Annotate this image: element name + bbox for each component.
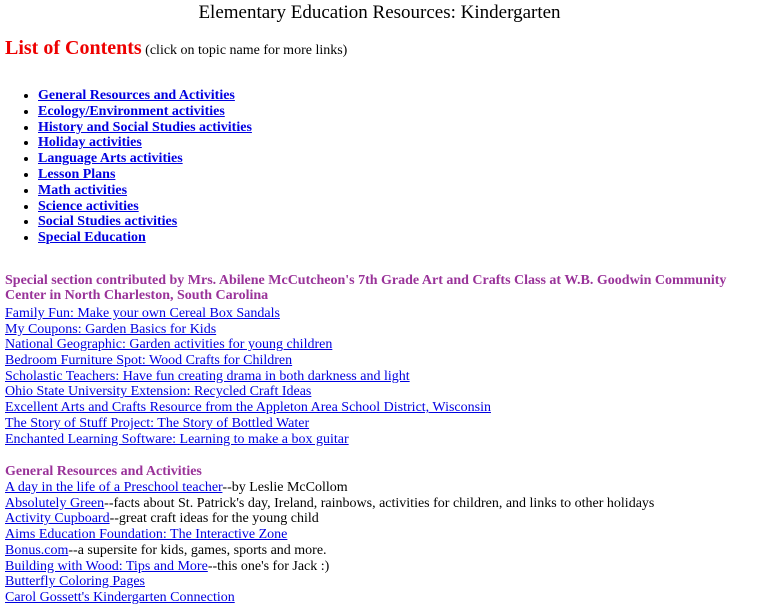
topic-link[interactable]: Lesson Plans — [38, 166, 116, 182]
topic-list-item — [38, 135, 754, 151]
resource-link[interactable]: My Coupons: Garden Basics for Kids — [5, 321, 217, 337]
link-description: --a supersite for kids, games, sports and more. — [68, 542, 327, 558]
topic-list-item — [38, 230, 754, 246]
resource-link[interactable]: Activity Cupboard — [5, 511, 110, 527]
link-row — [5, 384, 754, 400]
resource-link[interactable]: Scholastic Teachers: Have fun creating drama in both darkness and light — [5, 368, 410, 384]
topic-list-item — [38, 151, 754, 167]
topic-link[interactable]: Math activities — [38, 182, 128, 198]
resource-link[interactable]: Family Fun: Make your own Cereal Box Sandals — [5, 305, 280, 321]
resource-link[interactable]: Butterfly Coloring Pages — [5, 574, 145, 590]
link-row — [5, 496, 754, 512]
topic-list — [5, 88, 754, 246]
link-description: --by Leslie McCollom — [222, 480, 348, 495]
topic-link[interactable]: Holiday activities — [38, 135, 142, 151]
topic-link[interactable]: Science activities — [38, 198, 139, 214]
resource-link[interactable]: A day in the life of a Preschool teacher — [5, 480, 223, 495]
resource-link[interactable]: Excellent Arts and Crafts Resource from the Appleton Area School District, Wisconsin — [5, 400, 491, 416]
resource-link[interactable]: Bonus.com — [5, 542, 69, 558]
topic-list-item — [38, 183, 754, 199]
link-row — [5, 306, 754, 322]
resource-link[interactable]: Absolutely Green — [5, 495, 105, 511]
contents-heading — [5, 37, 754, 62]
link-row — [5, 369, 754, 385]
topic-list-item — [38, 104, 754, 120]
general-section-link-list — [5, 480, 754, 606]
page-title: Elementary Education Resources: Kindergarten — [198, 2, 561, 23]
webpage — [0, 2, 759, 606]
link-row — [5, 574, 754, 590]
topic-link[interactable]: Special Education — [38, 230, 146, 246]
resource-link[interactable]: Enchanted Learning Software: Learning to make a box guitar — [5, 431, 349, 447]
resource-link[interactable]: Ohio State University Extension: Recycled Craft Ideas — [5, 384, 312, 400]
resource-link[interactable]: National Geographic: Garden activities for young children — [5, 337, 333, 353]
link-description: --great craft ideas for the young child — [109, 511, 319, 527]
link-row — [5, 432, 754, 448]
resource-link[interactable]: Bedroom Furniture Spot: Wood Crafts for Children — [5, 353, 293, 369]
contents-title: List of Contents — [5, 37, 142, 59]
topic-list-item — [38, 167, 754, 183]
topic-list-item — [38, 120, 754, 136]
topic-link[interactable]: Ecology/Environment activities — [38, 103, 225, 119]
link-row — [5, 511, 754, 527]
link-description: --this one's for Jack :) — [207, 558, 330, 574]
link-row — [5, 559, 754, 575]
topic-link[interactable]: General Resources and Activities — [38, 88, 235, 103]
link-row — [5, 353, 754, 369]
topic-list-item — [38, 88, 754, 104]
link-row — [5, 590, 754, 606]
contents-note: (click on topic name for more links) — [145, 43, 348, 58]
resource-link[interactable]: Aims Education Foundation: The Interactive Zone — [5, 527, 288, 543]
link-row — [5, 322, 754, 338]
link-row — [5, 337, 754, 353]
topic-link[interactable]: History and Social Studies activities — [38, 119, 252, 135]
link-row — [5, 543, 754, 559]
link-description: --facts about St. Patrick's day, Ireland, rainbows, activities for children, and links to other holidays — [104, 495, 655, 511]
topic-link[interactable]: Social Studies activities — [38, 214, 178, 230]
link-row — [5, 400, 754, 416]
resource-link[interactable]: Building with Wood: Tips and More — [5, 558, 208, 574]
special-section-link-list — [5, 306, 754, 447]
link-row — [5, 527, 754, 543]
special-section-heading: Special section contributed by Mrs. Abilene McCutcheon's 7th Grade Art and Crafts Class at W.B. Goodwin Community Center in North Charleston, South Carolina — [5, 272, 727, 304]
topic-list-item — [38, 199, 754, 215]
link-row — [5, 480, 754, 496]
resource-link[interactable]: Carol Gossett's Kindergarten Connection — [5, 589, 235, 605]
general-section-heading: General Resources and Activities — [5, 464, 202, 480]
topic-list-item — [38, 214, 754, 230]
link-row — [5, 416, 754, 432]
topic-link[interactable]: Language Arts activities — [38, 151, 183, 167]
resource-link[interactable]: The Story of Stuff Project: The Story of Bottled Water — [5, 415, 310, 431]
